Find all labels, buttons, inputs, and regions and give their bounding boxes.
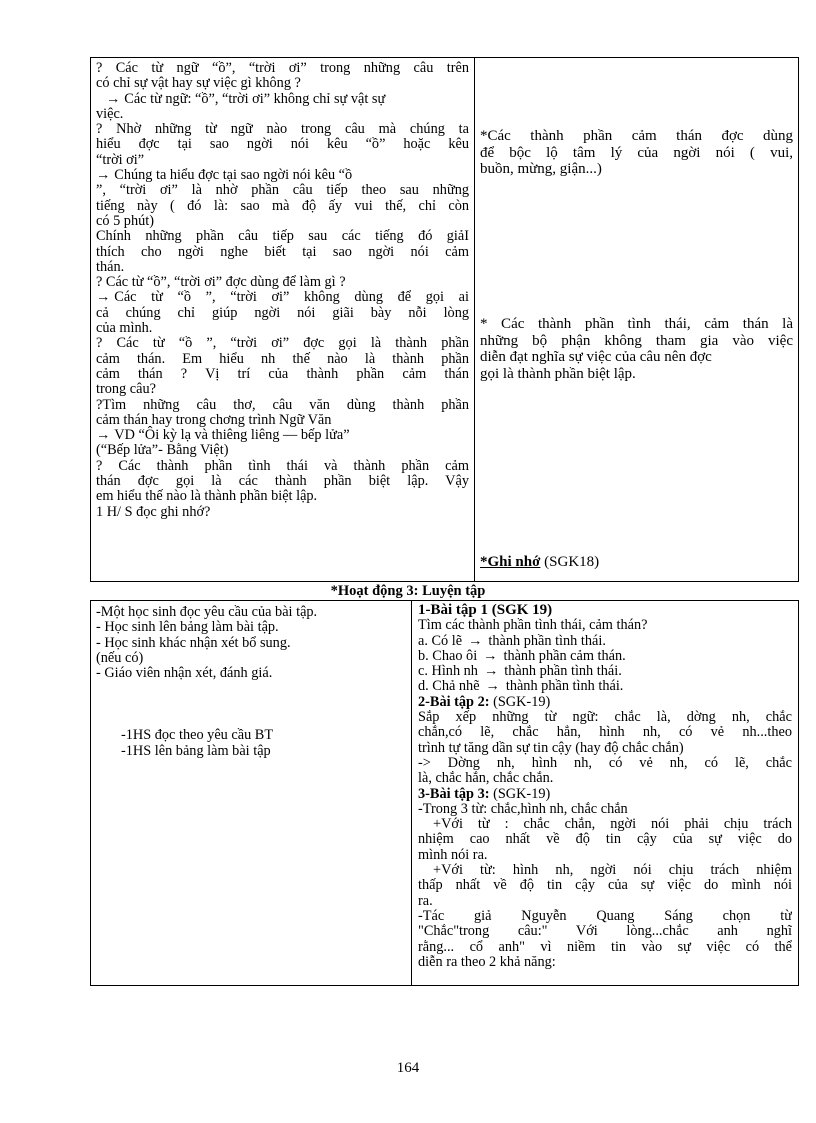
- text-line: -1HS đọc theo yêu cầu BT: [121, 727, 274, 744]
- exercise-2-title: 2-Bài tập 2: (SGK-19): [418, 693, 551, 710]
- text-line: diễn ra theo 2 khả năng:: [418, 953, 556, 970]
- text-line: "Chắc"trong câu:" Với lòng...chắc anh nghĩ: [418, 923, 792, 940]
- text-line: ? Các từ “ồ”, “trời ơi” đợc dùng để làm gì ?: [96, 274, 346, 291]
- exercise-3-title: 3-Bài tập 3: (SGK-19): [418, 785, 551, 802]
- text-line: thán đợc gọi là các thành phần biệt lập. Vậy: [96, 473, 469, 490]
- text-line: cảm thán ? Vị trí của thành phần cảm thán: [96, 365, 469, 382]
- lower-table-right-cell: [418, 603, 792, 985]
- text-line: * Các thành phần tình thái, cảm thán là: [480, 316, 793, 332]
- text-line: buồn, mừng, giận...): [480, 161, 602, 177]
- text-line: → Các từ “ồ ”, “trời ơi” không dùng để gọi ai: [96, 290, 469, 305]
- text-line: chắn,có lẽ, chắc hẳn, hình nh, có vẻ nh...theo: [418, 724, 792, 741]
- text-line: +Với từ : chắc chắn, ngời nói phải chịu trách: [433, 816, 792, 833]
- text-line: (“Bếp lửa”- Bằng Việt): [96, 442, 229, 459]
- text-line: thích cho ngời nghe biết tại sao ngời nói cảm: [96, 243, 469, 260]
- text-line: là, chắc hắn, chắc chắn.: [418, 770, 554, 787]
- text-line: em hiểu thế nào là thành phần biệt lập.: [96, 488, 318, 505]
- text-line: -Một học sinh đọc yêu cầu của bài tập.: [96, 605, 318, 620]
- text-line: Tìm các thành phần tình thái, cảm thán?: [418, 617, 648, 634]
- exercise-1-item: d. Chả nhẽ→ thành phần tình thái.: [418, 679, 792, 694]
- text-line: ? Các thành phần tình thái và thành phần cảm: [96, 457, 469, 474]
- section-title: *Hoạt động 3: Luyện tập: [330, 583, 486, 599]
- text-line: -Trong 3 từ: chắc,hình nh, chắc chắn: [418, 800, 628, 817]
- upper-table: [90, 57, 799, 582]
- text-line: - Giáo viên nhận xét, đánh giá.: [96, 665, 273, 682]
- text-line: thán.: [96, 258, 125, 275]
- text-line: diễn đạt nghĩa sự việc của câu nên đợc: [480, 349, 712, 365]
- text-line: - Học sinh khác nhận xét bổ sung.: [96, 634, 291, 651]
- text-line: nhiệm cao nhất về độ tin cậy của sự việc do: [418, 831, 792, 848]
- lower-table: [90, 600, 799, 986]
- text-line: → VD “Ôi kỳ lạ và thiêng liêng — bếp lửa”: [96, 428, 469, 443]
- text-line: -1HS lên bảng làm bài tập: [121, 742, 271, 759]
- text-line: - Học sinh lên bảng làm bài tập.: [96, 619, 279, 636]
- exercise-1-item: b. Chao ôi→ thành phần cảm thán.: [418, 649, 792, 664]
- text-line: rằng... cổ anh" vì niềm tin vào sự việc có thể: [418, 938, 792, 955]
- ghi-nho-label: *Ghi nhớ: [480, 554, 541, 570]
- upper-table-left-cell: [96, 61, 469, 581]
- text-line: ? Các từ “ồ ”, “trời ơi” đợc gọi là thành phần: [96, 335, 469, 352]
- upper-table-right-cell: [480, 58, 793, 581]
- text-line: +Với từ: hình nh, ngời nói chịu trách nhiệm: [433, 862, 792, 879]
- exercise-1-item: c. Hình nh→ thành phần tình thái.: [418, 664, 792, 679]
- text-line: việc.: [96, 105, 124, 122]
- text-line: cả chúng chỉ giúp ngời nói giãi bày nỗi lòng: [96, 304, 469, 321]
- text-line: ? Nhờ những từ ngữ nào trong câu mà chúng ta: [96, 121, 469, 138]
- text-line: mình nói ra.: [418, 846, 488, 863]
- text-line: ? Các từ ngữ “ồ”, “trời ơi” trong những câu trên: [96, 61, 469, 76]
- text-line: tiếng này ( đó là: sao mà độ ấy vui thế, chỉ còn: [96, 197, 469, 214]
- ghi-nho-ref: (SGK18): [540, 554, 600, 570]
- text-line: gọi là thành phần biệt lập.: [480, 365, 636, 382]
- text-line: (nếu có): [96, 649, 144, 666]
- text-line: → Chúng ta hiểu đợc tại sao ngời nói kêu “ồ: [96, 168, 469, 183]
- text-line: Sắp xếp những từ ngữ: chắc là, dờng nh, chắc: [418, 709, 792, 726]
- text-line: những bộ phận không tham gia vào việc: [480, 332, 793, 349]
- text-line: cảm thán hay trong chơng trình Ngữ Văn: [96, 411, 332, 428]
- lower-table-left-cell: [96, 605, 408, 985]
- text-line: của mình.: [96, 320, 153, 337]
- text-line: → Các từ ngữ: “ồ”, “trời ơi” không chỉ sự vật sự: [96, 92, 469, 107]
- text-line: để bộc lộ tâm lý của ngời nói ( vui,: [480, 144, 793, 161]
- text-line: cảm thán. Em hiểu nh thế nào là thành phần: [96, 350, 469, 367]
- text-line: *Các thành phần cảm thán đợc dùng: [480, 128, 793, 144]
- text-line: thấp nhất về độ tin cậy của sự việc do mình nói: [418, 877, 792, 894]
- text-line: ?Tìm những câu thơ, câu văn dùng thành phần: [96, 396, 469, 413]
- text-line: 1 H/ S đọc ghi nhớ?: [96, 503, 211, 520]
- text-line: trong câu?: [96, 381, 156, 398]
- text-line: hiểu đợc tại sao ngời nói kêu “ồ” hoặc kêu: [96, 136, 469, 153]
- text-line: có 5 phút): [96, 212, 154, 229]
- text-line: ra.: [418, 892, 433, 909]
- text-line: “trời ơi”: [96, 151, 145, 168]
- ghi-nho: [480, 554, 599, 571]
- text-line: có chỉ sự vật hay sự việc gì không ?: [96, 75, 301, 92]
- text-line: Chính những phần câu tiếp sau các tiếng đó giảI: [96, 228, 469, 245]
- exercise-1-title: 1-Bài tập 1 (SGK 19): [418, 603, 553, 618]
- text-line: -> Dờng nh, hình nh, có vẻ nh, có lẽ, chắc: [418, 754, 792, 771]
- text-line: ”, “trời ơi” là nhờ phần câu tiếp theo sau những: [96, 182, 469, 199]
- exercise-1-item: a. Có lẽ→ thành phần tình thái.: [418, 634, 792, 649]
- text-line: trình tự tăng dần sự tin cậy (hay độ chắc chắn): [418, 739, 684, 756]
- text-line: -Tác giả Nguyễn Quang Sáng chọn từ: [418, 907, 792, 924]
- page-number: 164: [396, 1060, 420, 1076]
